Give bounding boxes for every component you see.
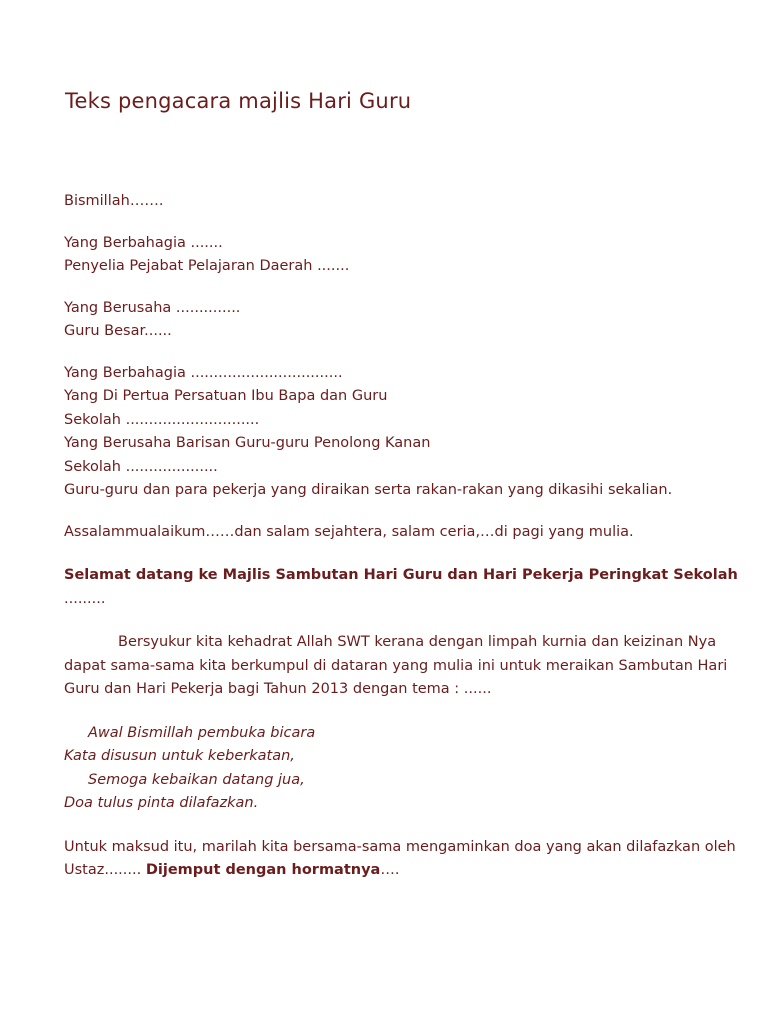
greeting-line: Yang Berbahagia ....... bbox=[64, 234, 223, 251]
greeting-line: Sekolah ............................. bbox=[64, 411, 260, 428]
poem-line: Kata disusun untuk keberkatan, bbox=[64, 748, 295, 764]
welcome-line bbox=[64, 564, 744, 611]
welcome-tail: ......... bbox=[64, 590, 106, 607]
closing-tail: …. bbox=[380, 862, 400, 878]
main-paragraph bbox=[64, 631, 744, 702]
closing-text: Untuk maksud itu, marilah kita bersama-sama mengaminkan doa yang akan dilafazkan oleh Ustaz........ bbox=[64, 838, 736, 878]
greeting-line: Yang Berusaha Barisan Guru-guru Penolong Kanan bbox=[64, 435, 431, 451]
poem-line: Awal Bismillah pembuka bicara bbox=[88, 724, 316, 741]
closing-bold: Dijemput dengan hormatnya bbox=[145, 862, 381, 878]
greeting-line: Yang Di Pertua Persatuan Ibu Bapa dan Guru bbox=[64, 388, 388, 404]
welcome-bold: Selamat datang ke Majlis Sambutan Hari Guru dan Hari Pekerja Peringkat Sekolah bbox=[64, 567, 738, 583]
greeting-line: Yang Berusaha .............. bbox=[64, 299, 241, 316]
poem-line: Doa tulus pinta dilafazkan. bbox=[64, 795, 259, 811]
opening-line: Bismillah……. bbox=[64, 193, 164, 209]
salam-line: Assalammualaikum……dan salam sejahtera, salam ceria,…di pagi yang mulia. bbox=[64, 523, 634, 540]
poem-line: Semoga kebaikan datang jua, bbox=[88, 771, 305, 788]
greeting-line: Guru-guru dan para pekerja yang diraikan serta rakan-rakan yang dikasihi sekalian. bbox=[64, 482, 673, 498]
document-title: Teks pengacara majlis Hari Guru bbox=[65, 89, 412, 113]
greeting-line: Guru Besar...... bbox=[64, 323, 172, 339]
document-body bbox=[64, 190, 744, 883]
greeting-line: Penyelia Pejabat Pelajaran Daerah ....... bbox=[64, 258, 350, 274]
greeting-line: Sekolah .................... bbox=[64, 458, 218, 475]
main-paragraph-text: Bersyukur kita kehadrat Allah SWT kerana dengan limpah kurnia dan keizinan Nya dapat sama-sama kita berkumpul di dataran yang mulia ini untuk meraikan Sambutan Hari Guru dan Hari Pekerja bagi Tahun 2013 dengan tema : ...... bbox=[64, 634, 728, 697]
greeting-line: Yang Berbahagia ................................. bbox=[64, 364, 343, 381]
closing-line bbox=[64, 836, 744, 883]
